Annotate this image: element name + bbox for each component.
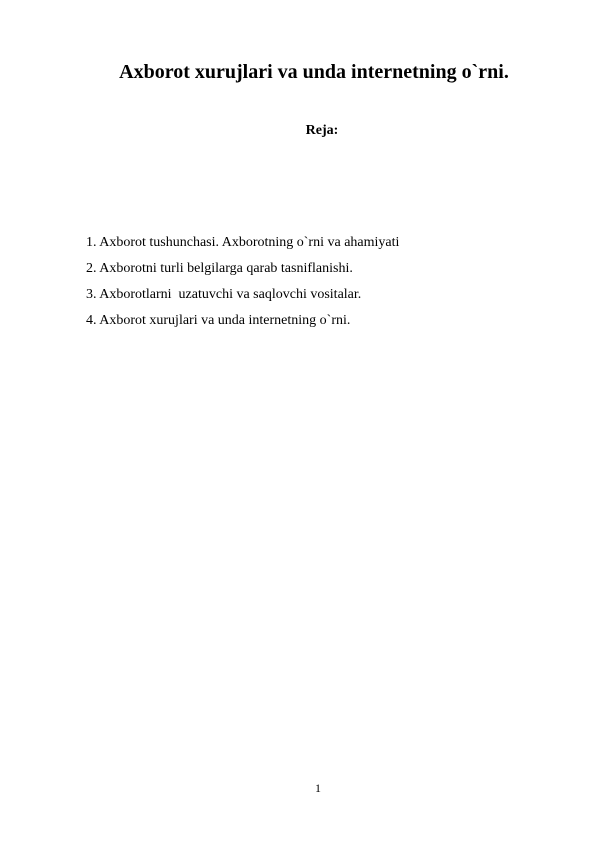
page-number: [0, 780, 596, 796]
plan-item-4: 4. Axborot xurujlari va unda internetning o`rni.: [86, 313, 351, 328]
plan-list: [86, 230, 399, 334]
document-title-text: Axborot xurujlari va unda internetning o`rni.: [119, 61, 509, 83]
plan-heading: [0, 122, 596, 140]
plan-heading-text: Reja:: [305, 123, 339, 138]
plan-item-2: 2. Axborotni turli belgilarga qarab tasniflanishi.: [86, 261, 353, 276]
document-title: [0, 58, 596, 86]
page-number-text: 1: [315, 781, 321, 795]
plan-item-3: 3. Axborotlarni uzatuvchi va saqlovchi vositalar.: [86, 287, 362, 302]
plan-item-1: 1. Axborot tushunchasi. Axborotning o`rni va ahamiyati: [86, 235, 400, 250]
